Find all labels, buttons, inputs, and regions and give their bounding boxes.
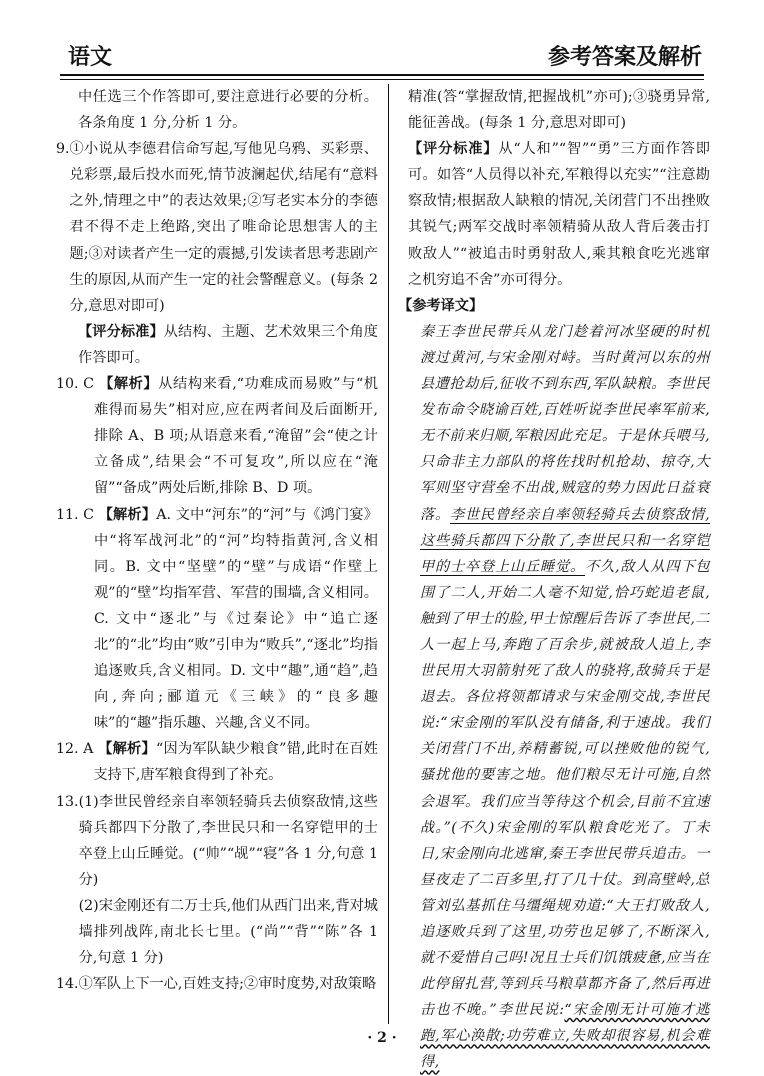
translation-underlined: 李世民曾经亲自率领轻骑兵去侦察敌情,这些骑兵都四下分散了,李世民只和一名穿铠甲的士卒登上山丘睡觉。 [420, 506, 710, 575]
q11-number: 11. C [56, 506, 94, 523]
question-9 [56, 136, 378, 319]
q12-text: “因为军队缺少粮食”错,此时在百姓支持下,唐军粮食得到了补充。 [93, 741, 378, 784]
q14-scoring-tag: 【评分标准】 [408, 141, 499, 158]
q14-scoring-text: 从“人和”“智”“勇”三方面作答即可。如答“人员得以补充,军粮得以充实”“注意勘察敌情;根据敌人缺粮的情况,关闭营门不出挫败其锐气;两军交战时率领精骑从敌人背后袭击打败敌人”“被追击时勇射敌人,乘其粮食吃光逃窜之机穷追不舍”亦可得分。 [408, 141, 710, 288]
page-number: · 2 · [367, 1030, 397, 1046]
q9-scoring-tag: 【评分标准】 [78, 323, 164, 340]
q10-text: 从结构来看,“功难成而易败”与“机难得而易失”相对应,应在两者间及后面断开,排除 A、B 项;从语意来看,“淹留”会“使之计立备成”,结果会“不可复攻”,所以应在“淹留”“备成”两处后断,排除 B、D 项。 [93, 376, 378, 497]
q10-number: 10. C [56, 376, 94, 393]
left-column [56, 84, 378, 997]
q14-answer-cont: 精准(答“掌握敌情,把握战机”亦可);③骁勇异常,能征善战。(每条 1 分,意思对即可) [408, 89, 710, 132]
q14-answer-start: ①军队上下一心,百姓支持;②审时度势,对敌策略 [78, 976, 377, 993]
q10-answer [94, 371, 378, 501]
question-13 [56, 789, 378, 972]
header-rule [60, 74, 704, 76]
section-title: 参考答案及解析 [547, 44, 702, 70]
q8-tail: 中任选三个作答即可,要注意进行必要的分析。各条角度 1 分,分析 1 分。 [78, 89, 378, 132]
q9-answer: ①小说从李德君信命写起,写他见乌鸦、买彩票、兑彩票,最后投水而死,情节波澜起伏,结尾有“意料之外,情理之中”的表达效果;②写老实本分的李德君不得不走上绝路,突出了唯命论思想害人的主题;③对读者产生一定的震撼,引发读者思考悲剧产生的原因,从而产生一定的社会警醒意义。(每条 2 分,意思对即可) [69, 141, 378, 314]
right-column [398, 84, 710, 1076]
question-14 [56, 971, 378, 997]
q14-number: 14. [56, 976, 79, 993]
translation-paragraph [398, 319, 710, 1076]
question-11 [56, 502, 378, 737]
question-12 [56, 736, 378, 788]
q11-answer [94, 502, 378, 737]
subject-label: 语文 [68, 44, 113, 70]
q12-tag: 【解析】 [98, 741, 156, 758]
q11-tag: 【解析】 [98, 506, 157, 523]
q11-text: A. 文中“河东”的“河”与《鸿门宴》中“将军战河北”的“河”均特指黄河,含义相同。B. 文中“坚壁”的“壁”与成语“作壁上观”的“壁”均指军营、军营的围墙,含义相同。C. 文中“逐北”与《过秦论》中“追亡逐北”的“北”均由“败”引申为“败兵”,“逐北”均指追逐败兵,含义相同。D. 文中“趣”,通“趋”,趋向,奔向;郦道元《三峡》的“良多趣味”的“趣”指乐趣、兴趣,含义不同。 [93, 506, 378, 732]
q13-number: 13. [56, 793, 79, 810]
q12-number: 12. A [56, 741, 94, 758]
q13-part2: (2)宋金刚还有二万士兵,他们从西门出来,背对城墙排列战阵,南北长七里。(“尚”“背”“陈”各 1 分,句意 1 分) [78, 897, 378, 967]
q14-scoring [398, 136, 710, 293]
translation-part1: 秦王李世民带兵从龙门趁着河冰坚硬的时机渡过黄河,与宋金刚对峙。当时黄河以东的州县遭抢劫后,征收不到东西,军队缺粮。李世民发布命令晓谕百姓,百姓听说李世民率军前来,无不前来归顺,军粮因此充足。于是休兵喂马,只命非主力部队的将佐找时机抢劫、掠夺,大军则坚守营垒不出战,贼寇的势力因此日益衰落。 [420, 323, 710, 523]
q10-tag: 【解析】 [99, 376, 159, 393]
q9-scoring-text: 从结构、主题、艺术效果三个角度作答即可。 [78, 323, 378, 366]
q9-number: 9. [56, 141, 70, 158]
translation-part2: 不久,敌人从四下包围了二人,开始二人毫不知觉,恰巧蛇追老鼠,触到了甲士的脸,甲士惊醒后告诉了李世民,二人一起上马,奔跑了百余步,就被敌人追上,李世民用大羽箭射死了敌人的骁将,敌骑兵于是退去。各位将领都请求与宋金刚交战,李世民说:“宋金刚的军队没有储备,利于速战。我们关闭营门不出,养精蓄锐,可以挫败他的锐气,骚扰他的要害之地。他们粮尽无计可施,自然会退军。我们应当等待这个机会,目前不宜速战。”(不久)宋金刚的军队粮食吃光了。丁未日,宋金刚向北逃窜,秦王李世民带兵追击。一昼夜走了二百多里,打了几十仗。到高壁岭,总管刘弘基抓住马缰绳规劝道:“大王打败敌人,追逐败兵到了这里,功劳也足够了,不断深入,就不爱惜自己吗!况且士兵们饥饿疲惫,应当在此停留扎营,等到兵马粮草都齐备了,然后再进击也不晚。”李世民说: [420, 558, 710, 1019]
header-rule-thin [60, 79, 704, 80]
column-divider [388, 84, 389, 1024]
q13-part1: (1)李世民曾经亲自率领轻骑兵去侦察敌情,这些骑兵都四下分散了,李世民只和一名穿铠甲的士卒登上山丘睡觉。(“帅”“觇”“寝”各 1 分,句意 1 分) [78, 793, 378, 888]
reference-translation-title: 【参考译文】 [398, 297, 484, 314]
translation-wavy: “宋金刚无计可施才逃跑,军心涣散;功劳难立,失败却很容易,机会难得, [420, 1002, 710, 1071]
question-10 [56, 371, 378, 501]
q9-scoring [56, 319, 378, 371]
q12-answer [93, 736, 378, 788]
